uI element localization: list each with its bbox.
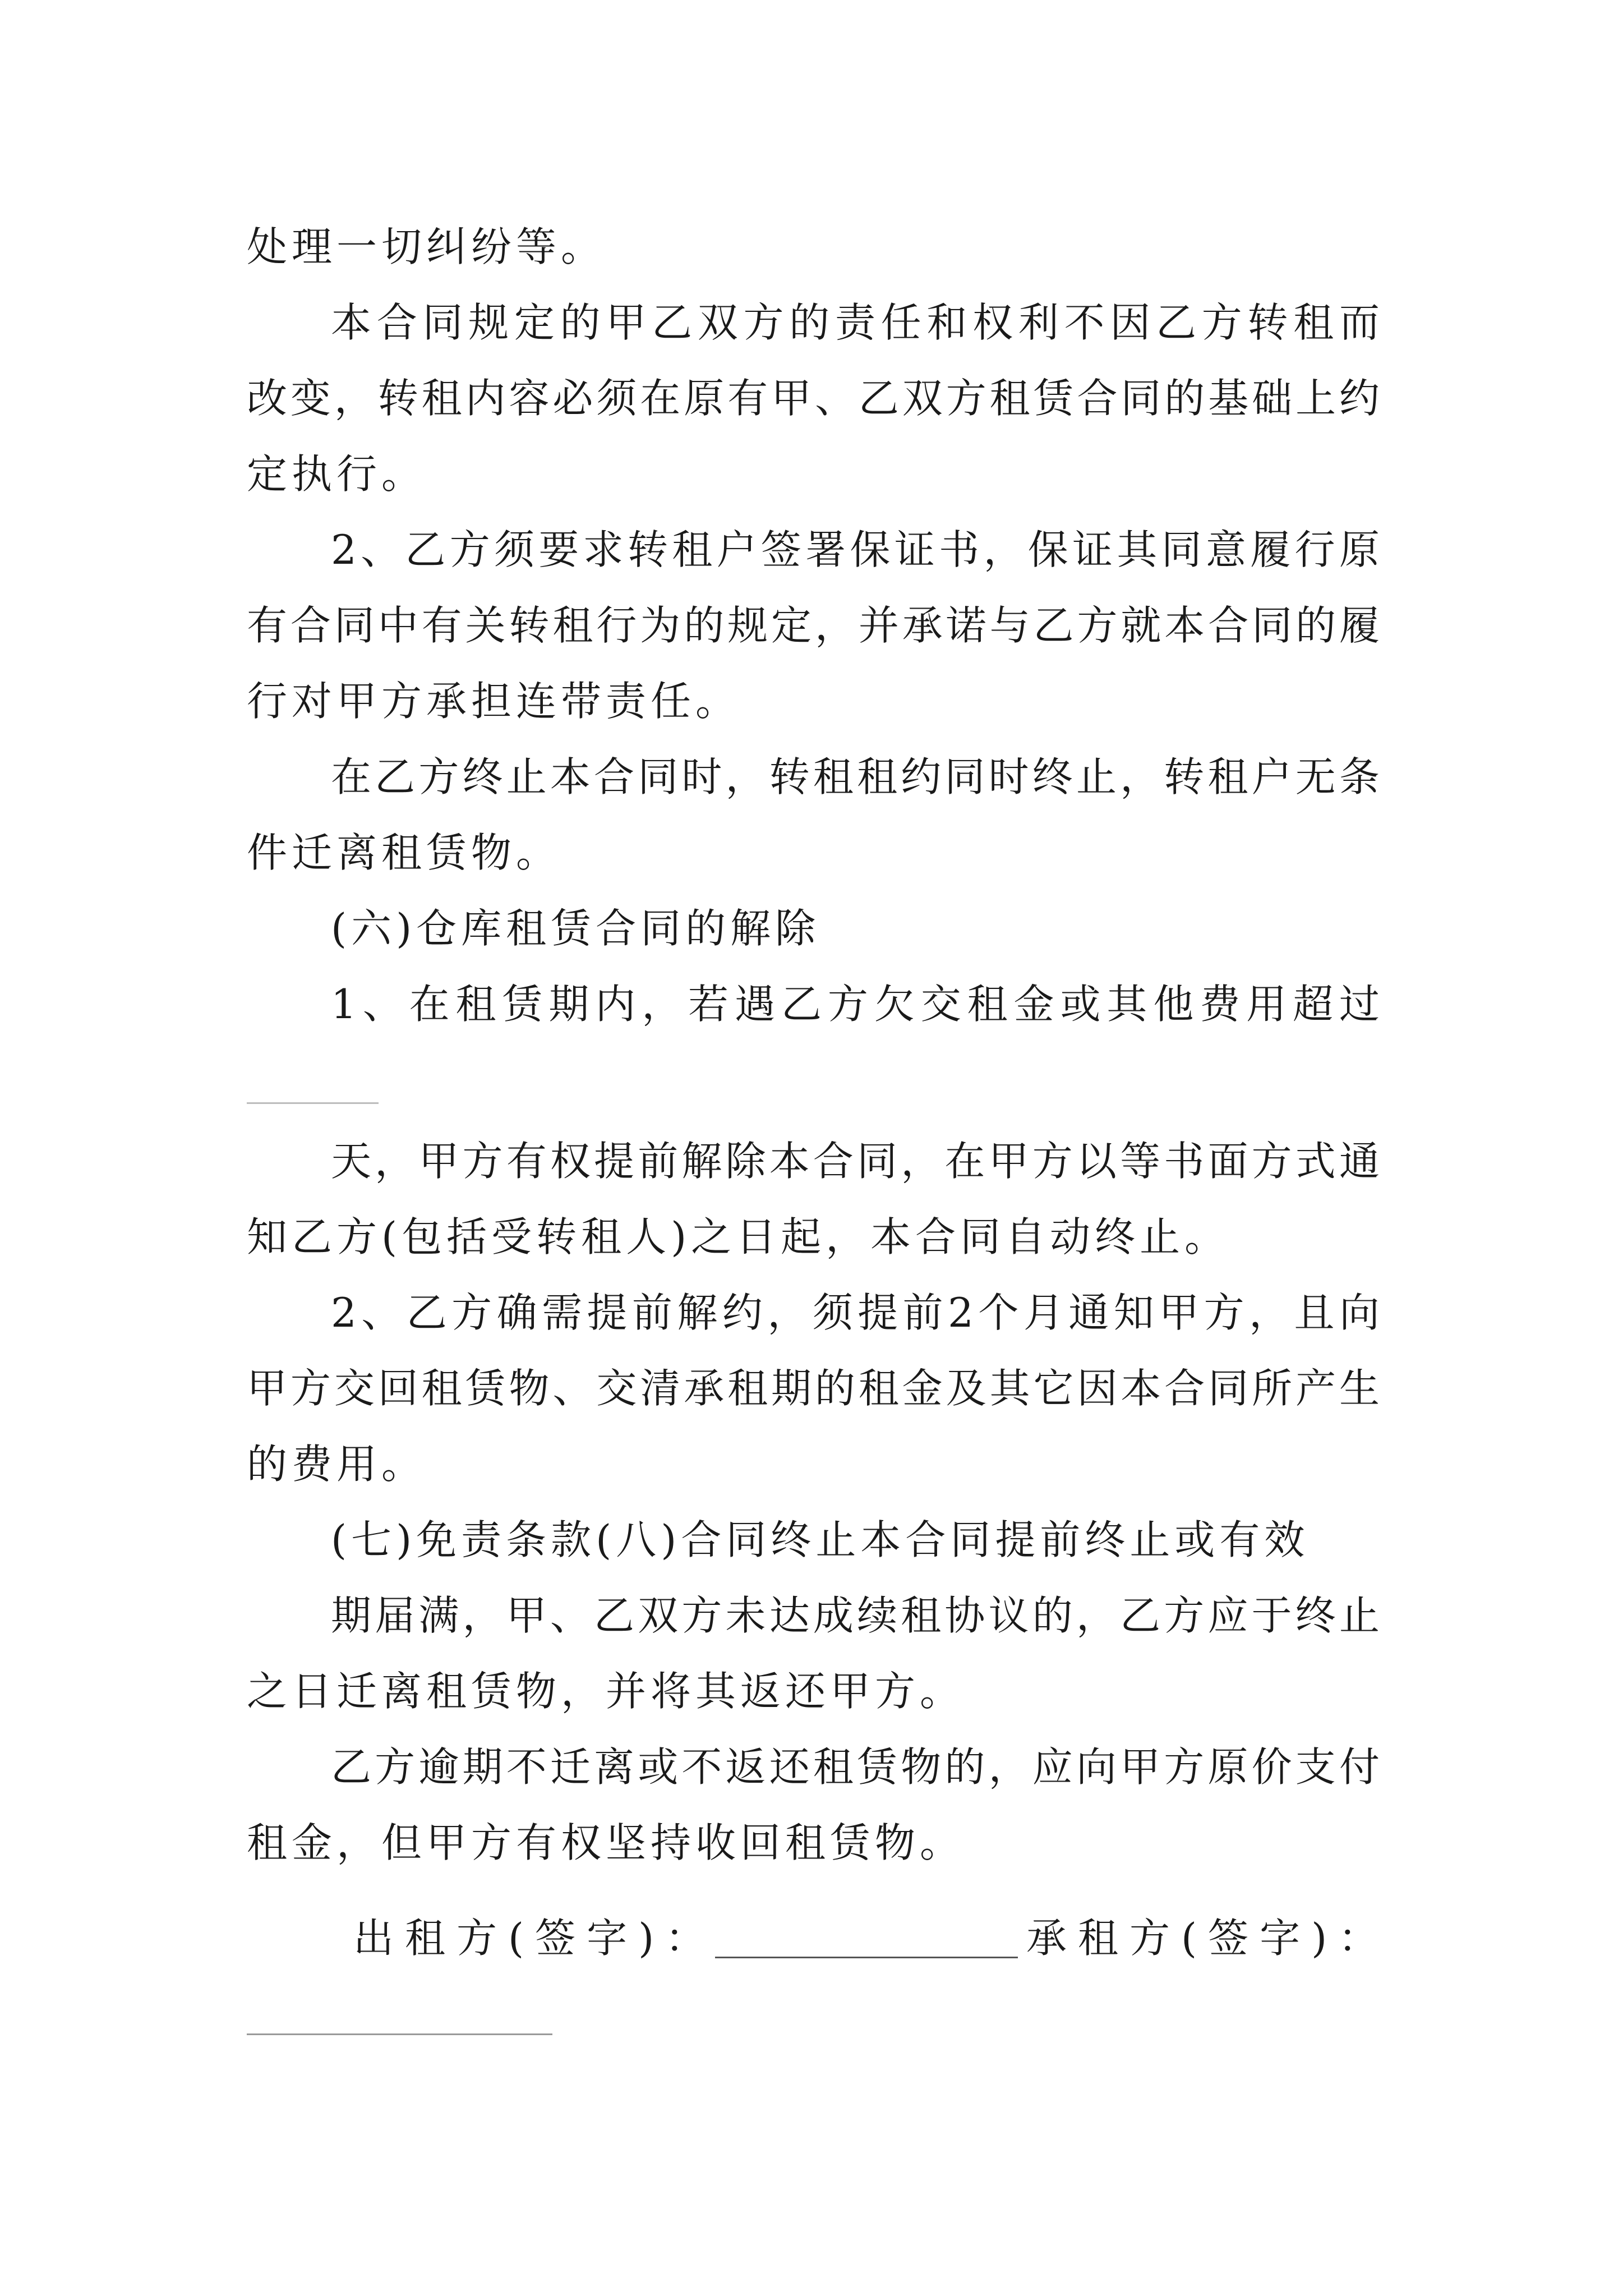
paragraph-line: 行对甲方承担连带责任。 [247,678,741,725]
paragraph-line: 件迁离租赁物。 [247,829,561,876]
paragraph-line: 的费用。 [247,1441,427,1488]
paragraph-line: 改变，转租内容必须在原有甲、乙双方租赁合同的基础上约 [247,375,1380,422]
paragraph-line: 在乙方终止本合同时，转租租约同时终止，转租户无条 [331,753,1380,800]
paragraph-line: 甲方交回租赁物、交清承租期的租金及其它因本合同所产生 [247,1365,1380,1412]
section-heading: (七)免责条款(八)合同终止本合同提前终止或有效 [331,1516,1310,1563]
fill-in-blank-line [247,1102,379,1104]
paragraph-line: 租金，但甲方有权坚持收回租赁物。 [247,1819,965,1866]
paragraph-line: 定执行。 [247,450,427,498]
lessee-signature-blank [247,2033,552,2035]
signature-row [247,1913,1390,1963]
paragraph-line: 之日迁离租赁物，并将其返还甲方。 [247,1668,965,1715]
section-heading: (六)仓库租赁合同的解除 [331,905,820,952]
paragraph-line: 有合同中有关转租行为的规定，并承诺与乙方就本合同的履 [247,602,1380,649]
paragraph-line: 2、乙方须要求转租户签署保证书，保证其同意履行原 [331,526,1380,573]
lessor-signature-label: 出租方(签字)： [353,1915,717,1962]
lessor-signature-blank [715,1957,1018,1958]
paragraph-line: 天，甲方有权提前解除本合同，在甲方以等书面方式通 [331,1138,1380,1185]
paragraph-line: 知乙方(包括受转租人)之日起，本合同自动终止。 [247,1213,1230,1260]
paragraph-line: 本合同规定的甲乙双方的责任和权利不因乙方转租而 [331,299,1380,346]
paragraph-line: 1、在租赁期内，若遇乙方欠交租金或其他费用超过 [331,981,1380,1028]
paragraph-line: 处理一切纠纷等。 [247,223,606,270]
paragraph-line: 2、乙方确需提前解约，须提前2个月通知甲方，且向 [331,1289,1380,1336]
lessee-signature-label: 承租方(签字)： [1026,1915,1390,1962]
paragraph-line: 期届满，甲、乙双方未达成续租协议的，乙方应于终止 [331,1592,1380,1639]
paragraph-line: 乙方逾期不迁离或不返还租赁物的，应向甲方原价支付 [331,1743,1380,1791]
